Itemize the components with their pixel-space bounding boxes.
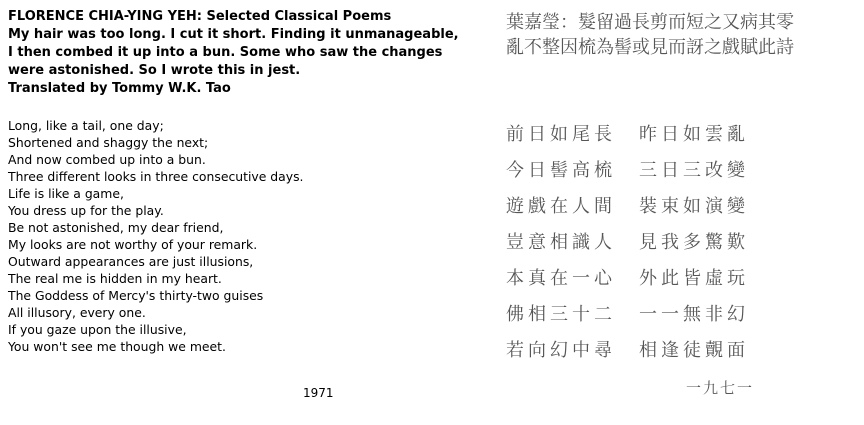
poem-line: Shortened and shaggy the next; — [8, 135, 209, 150]
chinese-poem-row — [506, 339, 749, 375]
chinese-section — [506, 10, 864, 397]
poem-line: You won't see me though we meet. — [8, 339, 226, 354]
chinese-verse: 佛相三十二 — [506, 304, 616, 325]
chinese-verse: 一一無非幻 — [639, 304, 749, 325]
translator-credit: Translated by Tommy W.K. Tao — [8, 81, 231, 96]
poem-line: If you gaze upon the illusive, — [8, 322, 187, 337]
english-poem — [8, 117, 478, 355]
preface-line: were astonished. So I wrote this in jest. — [8, 63, 301, 78]
chinese-title-line: 葉嘉瑩：髮留過長剪而短之又病其零 — [506, 12, 794, 33]
chinese-poem — [506, 123, 749, 375]
chinese-verse: 前日如尾長 — [506, 124, 616, 145]
preface-line: My hair was too long. I cut it short. Finding it unmanageable, — [8, 27, 459, 42]
chinese-title-line: 亂不整因梳為髻或見而訝之戲賦此詩 — [506, 37, 794, 58]
english-header — [8, 8, 478, 98]
chinese-poem-row — [506, 159, 749, 195]
preface-line: I then combed it up into a bun. Some who saw the changes — [8, 45, 443, 60]
chinese-title — [506, 10, 864, 60]
chinese-verse: 相逢徒覿面 — [639, 340, 749, 361]
chinese-verse: 本真在一心 — [506, 268, 616, 289]
chinese-verse: 豈意相識人 — [506, 232, 616, 253]
poem-line: Life is like a game, — [8, 186, 124, 201]
chinese-verse: 裝束如演變 — [639, 196, 749, 217]
chinese-verse: 外此皆虛玩 — [639, 268, 749, 289]
english-section — [8, 8, 478, 355]
chinese-verse: 見我多驚歎 — [639, 232, 749, 253]
chinese-verse: 昨日如雲亂 — [639, 124, 749, 145]
poem-line: You dress up for the play. — [8, 203, 164, 218]
poem-line: And now combed up into a bun. — [8, 152, 206, 167]
chinese-poem-row — [506, 231, 749, 267]
poem-collection-title: FLORENCE CHIA-YING YEH: Selected Classical Poems — [8, 9, 392, 24]
chinese-verse: 今日髻高梳 — [506, 160, 616, 181]
poem-line: All illusory, every one. — [8, 305, 146, 320]
poem-line: Three different looks in three consecutive days. — [8, 169, 304, 184]
poem-line: Outward appearances are just illusions, — [8, 254, 254, 269]
chinese-poem-row — [506, 123, 749, 159]
english-year: 1971 — [303, 386, 334, 400]
chinese-poem-row — [506, 195, 749, 231]
chinese-year: 一九七一 — [686, 379, 755, 397]
chinese-verse: 遊戲在人間 — [506, 196, 616, 217]
chinese-verse: 若向幻中尋 — [506, 340, 616, 361]
chinese-poem-row — [506, 267, 749, 303]
poem-line: The real me is hidden in my heart. — [8, 271, 222, 286]
poem-line: Be not astonished, my dear friend, — [8, 220, 224, 235]
poem-line: Long, like a tail, one day; — [8, 118, 164, 133]
poem-line: My looks are not worthy of your remark. — [8, 237, 258, 252]
poem-line: The Goddess of Mercy's thirty-two guises — [8, 288, 264, 303]
chinese-verse: 三日三改變 — [639, 160, 749, 181]
chinese-poem-row — [506, 303, 749, 339]
